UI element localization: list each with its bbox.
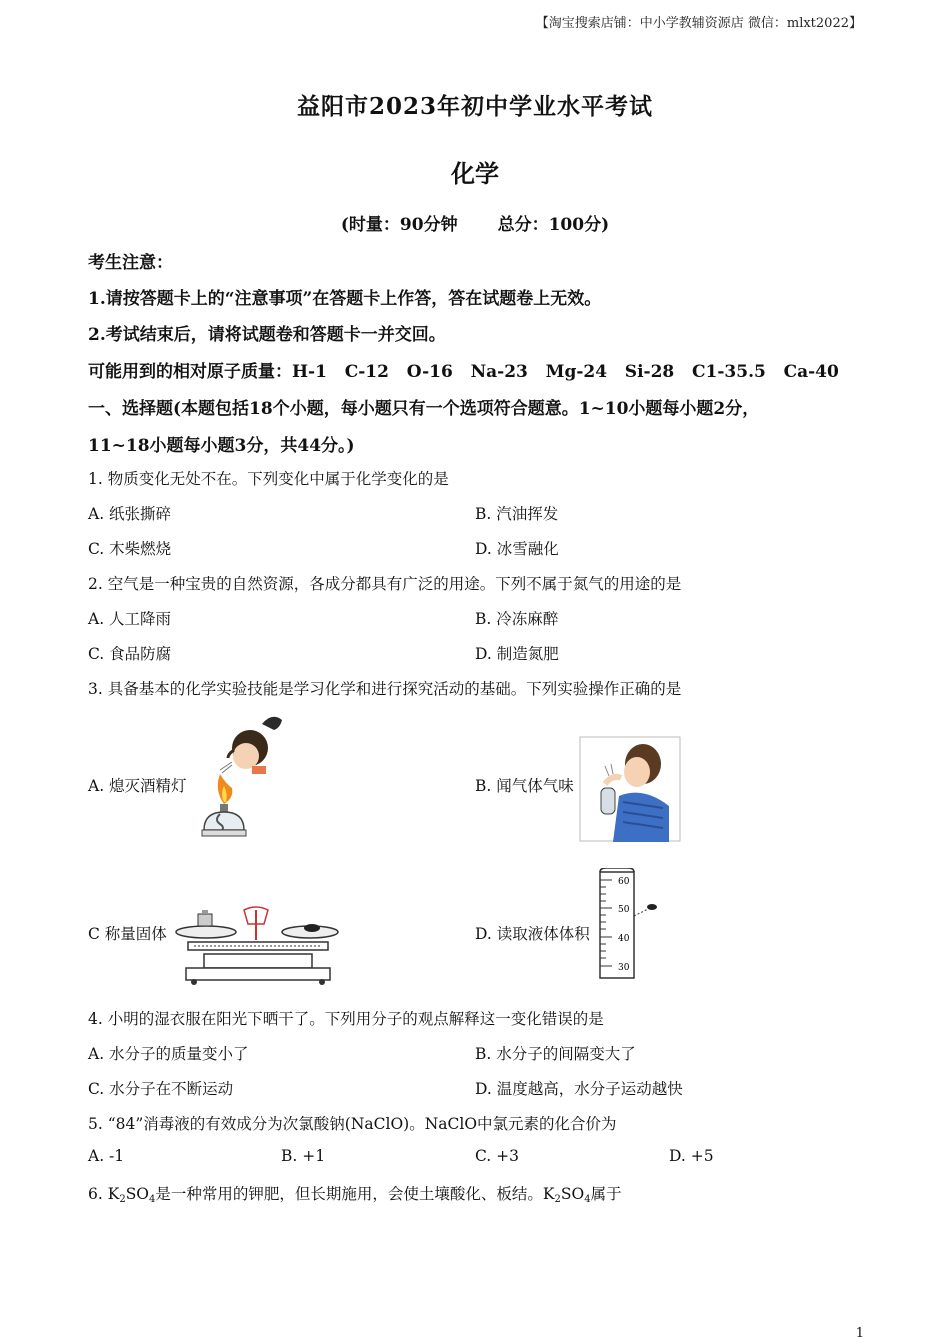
q1-option-b: B. 汽油挥发 [475,505,559,523]
exam-title: 益阳市2023年初中学业水平考试 [296,93,653,120]
q2-stem: 2. 空气是一种宝贵的自然资源，各成分都具有广泛的用途。下列不属于氮气的用途的是 [88,575,682,593]
q2-option-b: B. 冷冻麻醉 [475,610,559,628]
balance-base [204,954,312,968]
gas-bottle [601,788,615,814]
q5-option-c: C. +3 [475,1147,520,1165]
q1-option-a: A. 纸张撕碎 [88,505,172,523]
time-info [0,210,950,235]
hair-bun [262,717,282,730]
tick-label: 40 [618,934,630,944]
extinguish-alcohol-lamp-image [190,710,290,840]
q5-stem: 5. “84”消毒液的有效成分为次氯酸钠(NaClO)。NaClO中氯元素的化合价为 [88,1115,617,1133]
q3-option-a: A. 熄灭酒精灯 [88,777,187,795]
girl-face [233,743,259,769]
q2-option-d: D. 制造氮肥 [475,645,559,663]
q3-option-c: C 称量固体 [88,925,167,943]
read-cylinder-image [594,868,664,984]
weight [198,914,212,926]
atomic-masses: 可能用到的相对原子质量：H-1 C-12 O-16 Na-23 Mg-24 Si-28 C1-35.5 Ca-40 [88,362,839,382]
notice-item-1: 1.请按答题卡上的“注意事项”在答题卡上作答，答在试题卷上无效。 [88,289,602,309]
q5-option-b: B. +1 [281,1147,326,1165]
q1-option-c: C. 木柴燃烧 [88,540,172,558]
q4-option-c: C. 水分子在不断运动 [88,1080,234,1098]
q2-option-a: A. 人工降雨 [88,610,172,628]
q4-option-d: D. 温度越高，水分子运动越快 [475,1080,683,1098]
section1-line1: 一、选择题(本题包括18个小题，每小题只有一个选项符合题意。1~10小题每小题2分， [88,399,760,419]
duration: (时量：90分钟 [340,215,458,235]
total-score: 总分：100分) [497,215,610,235]
q1-option-d: D. 冰雪融化 [475,540,559,558]
q4-option-b: B. 水分子的间隔变大了 [475,1045,636,1063]
sight-line [634,908,650,916]
weigh-solid-balance-image [174,906,340,986]
smell-gas-image [579,736,681,842]
boy-face [624,757,650,787]
left-pan [176,926,236,938]
q1-stem: 1. 物质变化无处不在。下列变化中属于化学变化的是 [88,470,449,488]
q3-option-d: D. 读取液体体积 [475,925,590,943]
notice-item-2: 2.考试结束后，请将试题卷和答题卡一并交回。 [88,325,446,345]
solid-sample [304,924,320,932]
tick-label: 60 [618,877,630,887]
q5-option-a: A. -1 [88,1147,125,1165]
q5-option-d: D. +5 [669,1147,714,1165]
notice-heading: 考生注意： [88,253,173,273]
subject-title: 化学 [451,159,499,188]
eye-icon [647,904,657,910]
tick-label: 50 [618,905,630,915]
q6-stem: 6. $K_2SO_4$是一种常用的钾肥，但长期施用，会使土壤酸化、板结。$K_2SO_4$属于 [88,1185,622,1205]
page-number: 1 [855,1326,864,1341]
section1-line2: 11~18小题每小题3分，共44分。) [88,436,355,456]
tick-label: 30 [618,963,630,973]
alcohol-lamp [204,812,244,830]
q3-option-b: B. 闻气体气味 [475,777,574,795]
q4-option-a: A. 水分子的质量变小了 [88,1045,249,1063]
q2-option-c: C. 食品防腐 [88,645,172,663]
q3-stem: 3. 具备基本的化学实验技能是学习化学和进行探究活动的基础。下列实验操作正确的是 [88,680,682,698]
header-note: 【淘宝搜索店铺：中小学教辅资源店 微信：mlxt2022】 [535,16,862,31]
q4-stem: 4. 小明的湿衣服在阳光下晒干了。下列用分子的观点解释这一变化错误的是 [88,1010,604,1028]
girl-collar [252,766,266,774]
